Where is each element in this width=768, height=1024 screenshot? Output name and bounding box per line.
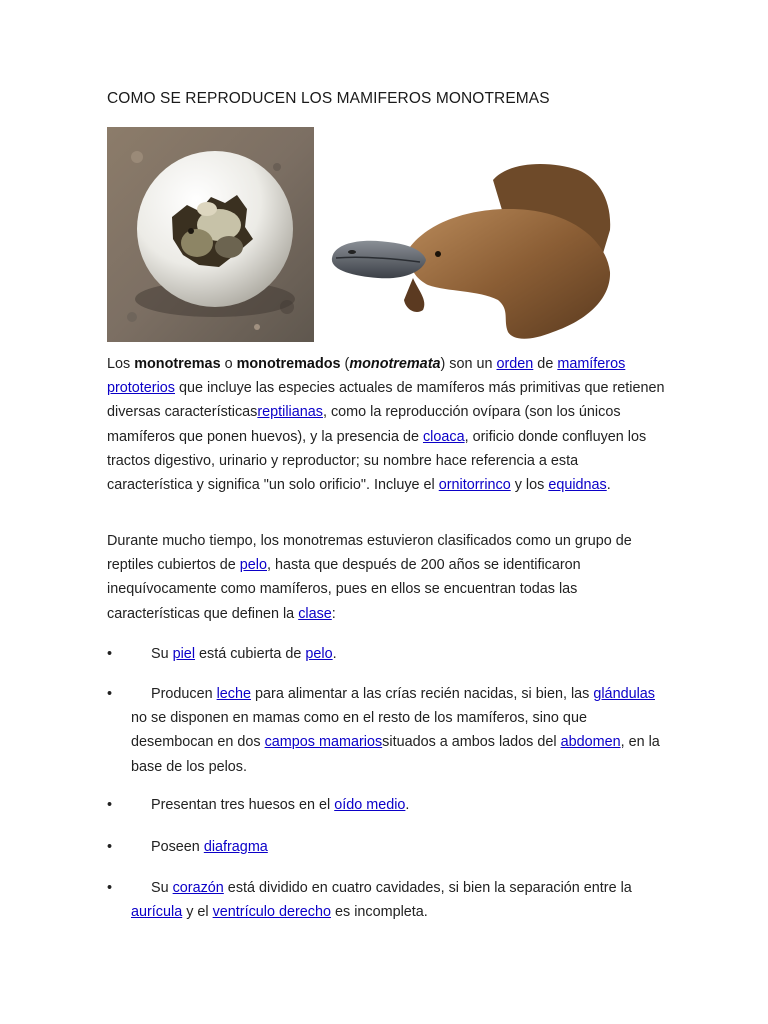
text-run: Su <box>151 646 173 662</box>
link-reptilianas[interactable]: reptilianas <box>257 404 323 421</box>
intro-paragraph <box>107 352 667 497</box>
text-run: , hasta que después de 200 años se identificaron inequívocamente como mamíferos, pues en ellos se encuentran todas las características que definen la <box>107 557 581 622</box>
text-run: . <box>405 797 410 813</box>
list-item <box>107 642 667 666</box>
text-run: de <box>533 356 558 372</box>
link-orden[interactable]: orden <box>496 356 534 372</box>
text-run: Producen <box>151 686 217 702</box>
term-monotremata: monotremata <box>349 356 441 372</box>
text-run: Su <box>151 880 173 896</box>
link-ventriculo-derecho[interactable]: ventrículo derecho <box>212 904 331 921</box>
text-run: ( <box>340 356 350 372</box>
text-run: y el <box>182 904 213 921</box>
text-run: , en la base de los pelos. <box>131 734 660 775</box>
link-pelo[interactable]: pelo <box>239 557 268 574</box>
link-ornitorrinco[interactable]: ornitorrinco <box>438 477 511 494</box>
text-run: y los <box>510 477 549 494</box>
text-run: es incompleta. <box>331 904 428 921</box>
bullet-icon: • <box>107 839 113 855</box>
bullet-icon: • <box>107 880 113 896</box>
text-run: Durante mucho tiempo, los monotremas estuvieron clasificados como un grupo de reptiles cubiertos de <box>107 533 632 574</box>
link-glandulas[interactable]: glándulas <box>593 686 655 702</box>
text-run: . <box>606 477 611 494</box>
text-run: . <box>332 646 337 662</box>
link-equidnas[interactable]: equidnas <box>548 477 607 494</box>
link-leche[interactable]: leche <box>216 686 252 702</box>
platypus-image <box>328 160 614 345</box>
link-piel[interactable]: piel <box>172 646 196 662</box>
text-run: Poseen <box>151 839 204 855</box>
text-run: , como la reproducción ovípara (son los únicos mamíferos que ponen huevos), y la presencia de <box>107 404 621 445</box>
text-run: : <box>331 605 336 622</box>
hatching-egg-image <box>107 127 314 342</box>
history-paragraph <box>107 529 667 626</box>
link-diafragma[interactable]: diafragma <box>203 839 268 855</box>
text-run: está cubierta de <box>195 646 306 662</box>
link-corazon[interactable]: corazón <box>172 880 224 896</box>
link-clase[interactable]: clase <box>298 605 332 622</box>
list-item <box>107 835 667 859</box>
list-item <box>107 793 667 817</box>
text-run: o <box>220 356 237 372</box>
text-run: situados a ambos lados del <box>382 734 561 751</box>
link-abdomen[interactable]: abdomen <box>560 734 621 751</box>
bullet-icon: • <box>107 686 113 702</box>
text-run: ) son un <box>440 356 497 372</box>
link-cloaca[interactable]: cloaca <box>422 428 465 445</box>
text-run: para alimentar a las crías recién nacidas, si bien, las <box>251 686 594 702</box>
term-monotremas: monotremas <box>134 356 221 372</box>
link-oido-medio[interactable]: oído medio <box>334 797 406 813</box>
text-run: , orificio donde confluyen los tractos digestivo, urinario y reproductor; su nombre hace referencia a esta característica y significa "un solo orificio". Incluye el <box>107 428 647 494</box>
link-prototerios[interactable]: prototerios <box>107 380 175 397</box>
text-run: está dividido en cuatro cavidades, si bien la separación entre la <box>223 880 632 896</box>
text-run: que incluye las especies actuales de mamíferos más primitivas que retienen diversas características <box>107 380 665 421</box>
list-item <box>107 876 667 924</box>
link-auricula[interactable]: aurícula <box>131 904 183 921</box>
text-run: Presentan tres huesos en el <box>151 797 335 813</box>
link-campos-mamarios[interactable]: campos mamarios <box>264 734 383 751</box>
text-run: no se disponen en mamas como en el resto de los mamíferos, sino que desembocan en dos <box>131 710 587 751</box>
bullet-icon: • <box>107 797 113 813</box>
bullet-icon: • <box>107 646 113 662</box>
link-mamiferos[interactable]: mamíferos <box>557 356 626 372</box>
link-pelo[interactable]: pelo <box>305 646 333 662</box>
page-title: COMO SE REPRODUCEN LOS MAMIFEROS MONOTREMAS <box>107 90 550 107</box>
text-run: Los <box>107 356 135 372</box>
term-monotremados: monotremados <box>236 356 341 372</box>
list-item <box>107 682 667 779</box>
